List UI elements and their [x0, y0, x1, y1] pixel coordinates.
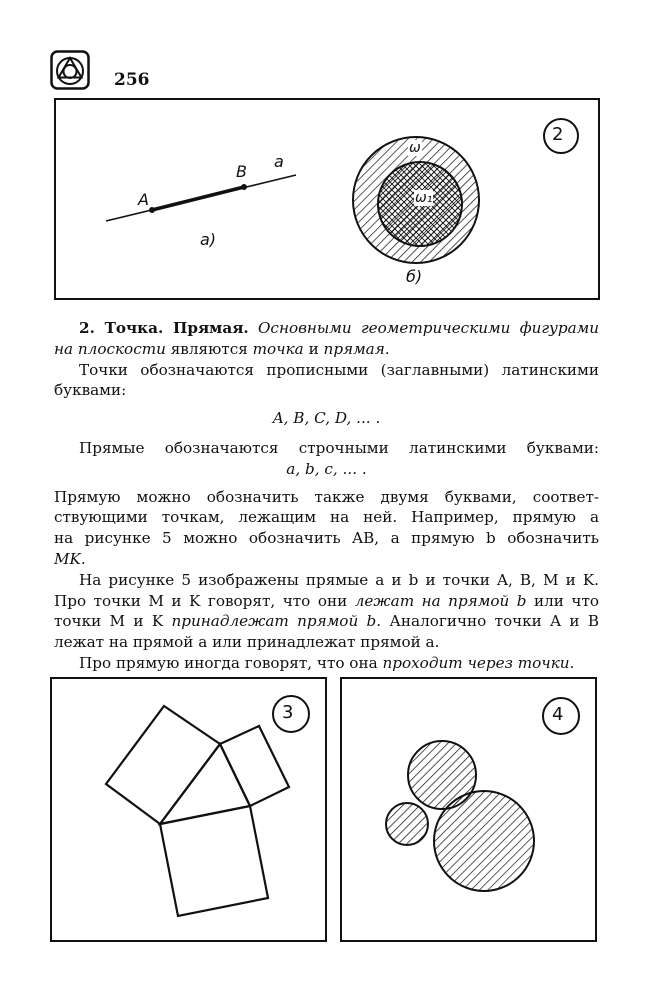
fig5-line3-part2: принадлежат прямой b.	[171, 612, 382, 631]
figure-2-number: 2	[552, 124, 564, 145]
square-leg-short	[220, 726, 289, 806]
lowercase-example: a, b, c, ... .	[286, 459, 367, 478]
fig5-line3	[54, 611, 599, 632]
point-b-dot	[241, 184, 247, 190]
figure-3	[50, 677, 327, 942]
square-hypotenuse	[160, 806, 268, 916]
fig5-line2	[54, 591, 599, 612]
section-text	[54, 318, 599, 674]
intro-line2-part1: на плоскости	[54, 339, 166, 358]
intro-line2-part2: являются	[165, 339, 253, 358]
points-text-line2: буквами:	[54, 381, 127, 400]
two-letters-line4: MK.	[54, 549, 86, 568]
intro-italic-1: Основными геометрическими фигурами	[257, 319, 599, 337]
book-logo-icon	[50, 50, 90, 90]
inner-circle-label: ω₁	[415, 190, 433, 206]
figure-4-number: 4	[552, 704, 564, 725]
point-a-dot	[149, 207, 155, 213]
passes-line	[54, 653, 599, 674]
circle-large	[434, 791, 534, 891]
page-number: 256	[114, 70, 150, 90]
passes-line-part2: проходит через точки.	[382, 653, 575, 672]
two-letters-line2: ствующими точкам, лежащим на ней. Например, прямую a	[54, 508, 599, 527]
fig5-line4: лежат на прямой a или принадлежат прямой a.	[54, 633, 440, 652]
paragraph-intro-line1	[54, 318, 599, 339]
triangle	[160, 744, 250, 824]
fig5-line3-part3: Аналогично точки A и B	[381, 612, 599, 631]
point-b-label: B	[236, 162, 247, 181]
two-letters-line1: Прямую можно обозначить также двумя буквами, соответ-	[54, 487, 599, 506]
figure-4	[340, 677, 597, 942]
fig5-line3-part1: точки M и K	[54, 612, 172, 631]
intro-line2-part3: точка	[252, 339, 304, 358]
fig5-line2-part2: лежат на прямой b	[354, 591, 527, 610]
two-letters-line3: на рисунке 5 можно обозначить AB, а прямую b обозначить	[54, 529, 599, 548]
fig5-line2-part1: Про точки M и K говорят, что они	[54, 591, 355, 610]
passes-line-part1: Про прямую иногда говорят, что она	[79, 653, 383, 672]
figure-2	[54, 98, 600, 300]
line-a-label: a	[274, 152, 284, 171]
part-a-caption: а)	[200, 230, 217, 249]
points-text-line1: Точки обозначаются прописными (заглавными) латинскими	[79, 360, 599, 379]
fig5-line1: На рисунке 5 изображены прямые a и b и точки A, B, M и K.	[79, 570, 599, 589]
uppercase-example: A, B, C, D, ... .	[272, 409, 381, 428]
intro-line2-part4: и	[303, 339, 324, 358]
part-b-caption: б)	[406, 267, 423, 286]
point-a-label: A	[138, 190, 149, 209]
segment-ab	[152, 187, 244, 210]
fig5-line2-part3: или что	[526, 591, 600, 610]
section-heading: 2. Точка. Прямая.	[79, 319, 249, 337]
outer-circle-label: ω	[409, 140, 421, 156]
circle-small	[386, 803, 428, 845]
intro-line2-part5: прямая.	[323, 339, 390, 358]
lines-text: Прямые обозначаются строчными латинскими буквами:	[79, 438, 599, 457]
square-leg-long	[106, 706, 220, 824]
paragraph-intro-line2	[54, 339, 599, 360]
figure-3-number: 3	[282, 702, 294, 723]
